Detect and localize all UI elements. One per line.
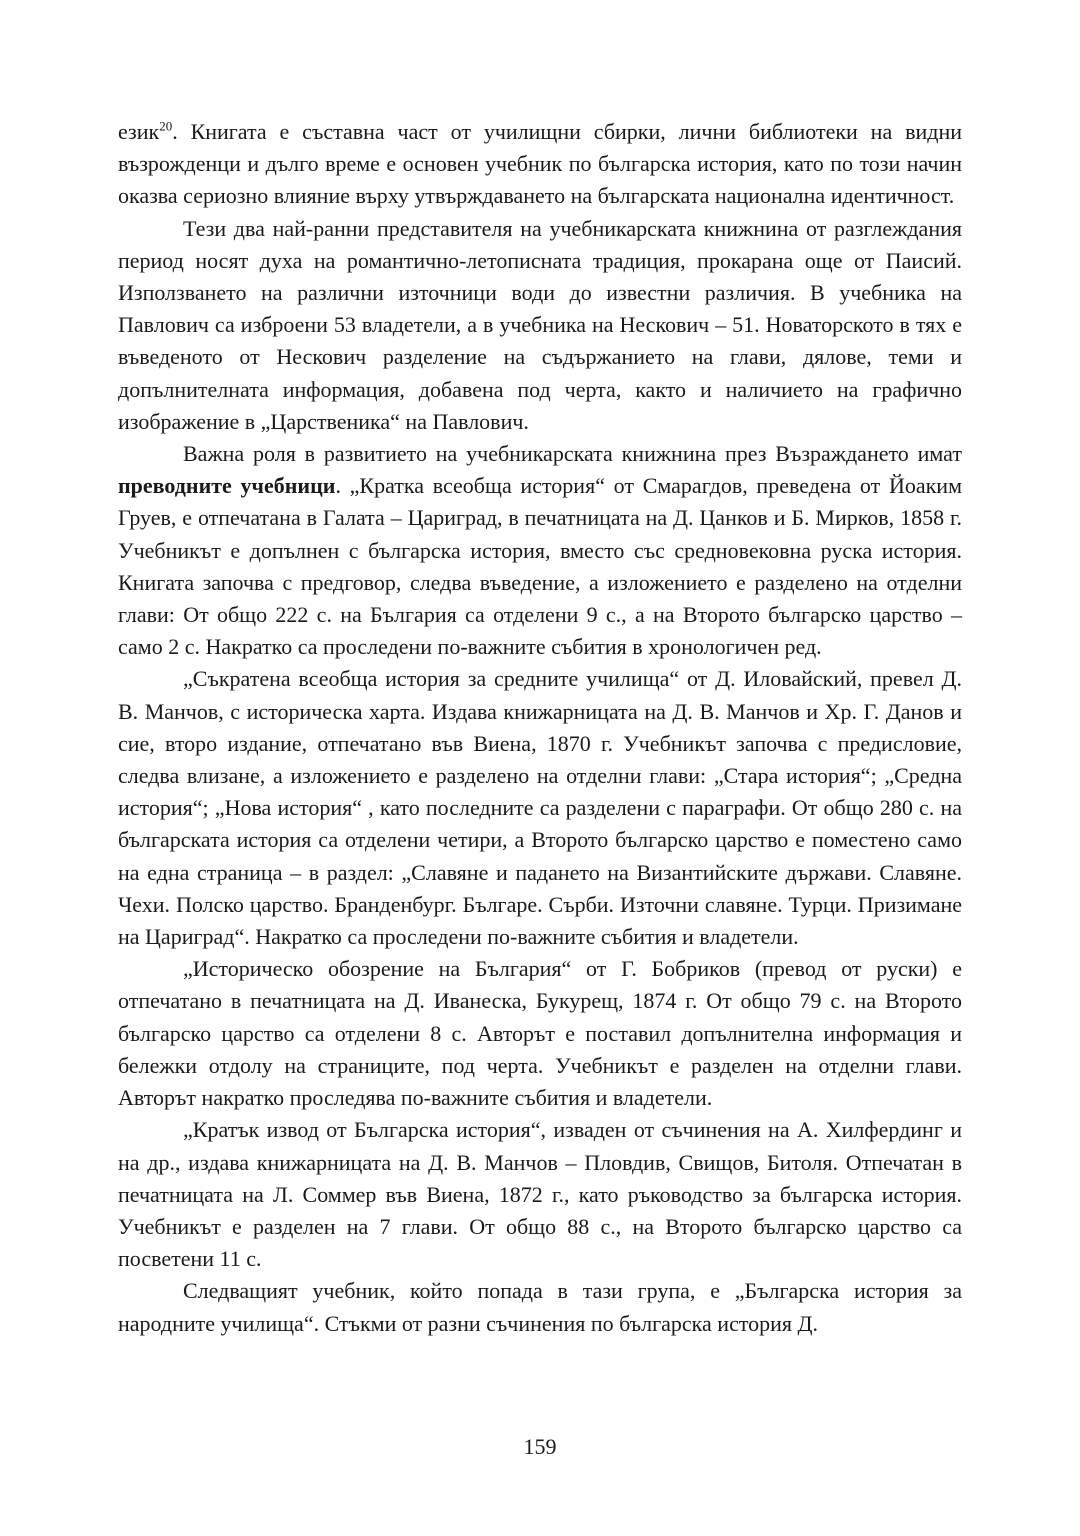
text-run: Тези два най-ранни представителя на учебникарската книжнина от разглеждания период носят духа на романтично-летописната традиция, прокарана още от Паисий. Използването на различни източници води до известни различия. В учебника на Павлович са изброени 53 владетели, а в учебника на Нескович – 51. Новаторското в тях е въведеното от Нескович разделение на съдържанието на глави, дялове, теми и допълнителната информация, добавена под черта, както и наличието на графично изображение в „Царственика“ на Павлович.	[118, 215, 962, 434]
text-run: „Историческо обозрение на България“ от Г. Бобриков (превод от руски) е отпечатано в печатницата на Д. Иванеска, Букурещ, 1874 г. От общо 79 с. на Второто българско царство са отделени 8 с. Авторът е поставил допълнителна информация и бележки отдолу на страниците, под черта. Учебникът е разделен на отделни глави. Авторът накратко проследява по-важните събития и владетели.	[118, 956, 962, 1111]
body-text	[118, 116, 962, 1340]
text-run: „Съкратена всеобща история за средните училища“ от Д. Иловайский, превел Д. В. Манчов, с историческа харта. Издава книжарницата на Д. В. Манчов и Хр. Г. Данов и сие, второ издание, отпечатано във Виена, 1870 г. Учебникът започва с предисловие, следва влизане, а изложението е разделено на отделни глави: „Стара история“; „Средна история“; „Нова история“ , като последните са разделени с параграфи. От общо 280 с. на българската история са отделени четири, а Второто българско царство е поместено само на една страница – в раздел: „Славяне и падането на Византийските държави. Славяне. Чехи. Полско царство. Бранденбург. Българе. Сърби. Източни славяне. Турци. Призимане на Цариград“. Накратко са проследени по-важните събития и владетели.	[118, 666, 962, 950]
text-run: Следващият учебник, който попада в тази група, е „Българска история за народните училища“. Стъкми от разни съчинения по българска история Д.	[118, 1278, 962, 1336]
footnote-ref: 20	[159, 118, 173, 134]
text-run: Важна роля в развитието на учебникарската книжнина през Възраждането имат	[183, 441, 962, 467]
paragraph	[118, 116, 962, 213]
bold-term: преводните учебници	[118, 473, 336, 499]
paragraph	[118, 953, 962, 1114]
paragraph	[118, 438, 962, 663]
paragraph	[118, 213, 962, 438]
text-run: език	[118, 119, 160, 144]
text-run: . „Кратка всеобща история“ от Смарагдов, преведена от Йоаким Груев, е отпечатана в Галата – Цариград, в печатницата на Д. Цанков и Б. Мирков, 1858 г. Учебникът е допълнен с българска история, вместо със средновековна руска история. Книгата започва с предговор, следва въведение, а изложението е разделено на отделни глави: От общо 222 с. на България са отделени 9 с., а на Второто българско царство – само 2 с. Накратко са проследени по-важните събития в хронологичен ред.	[118, 473, 963, 660]
paragraph	[118, 663, 962, 953]
text-run: „Кратък извод от Българска история“, изваден от съчинения на А. Хилфердинг и на др., издава книжарницата на Д. В. Манчов – Пловдив, Свищов, Битоля. Отпечатан в печатницата на Л. Соммер във Виена, 1872 г., като ръководство за българска история. Учебникът е разделен на 7 глави. От общо 88 с., на Второто българско царство са посветени 11 с.	[118, 1117, 962, 1272]
paragraph	[118, 1114, 962, 1275]
page-number: 159	[523, 1434, 557, 1459]
paragraph	[118, 1275, 962, 1339]
text-run: . Книгата е съставна част от училищни сбирки, лични библиотеки на видни възрожденци и дълго време е основен учебник по българска история, като по този начин оказва сериозно влияние върху утвърждаването на българската национална идентичност.	[118, 119, 962, 209]
